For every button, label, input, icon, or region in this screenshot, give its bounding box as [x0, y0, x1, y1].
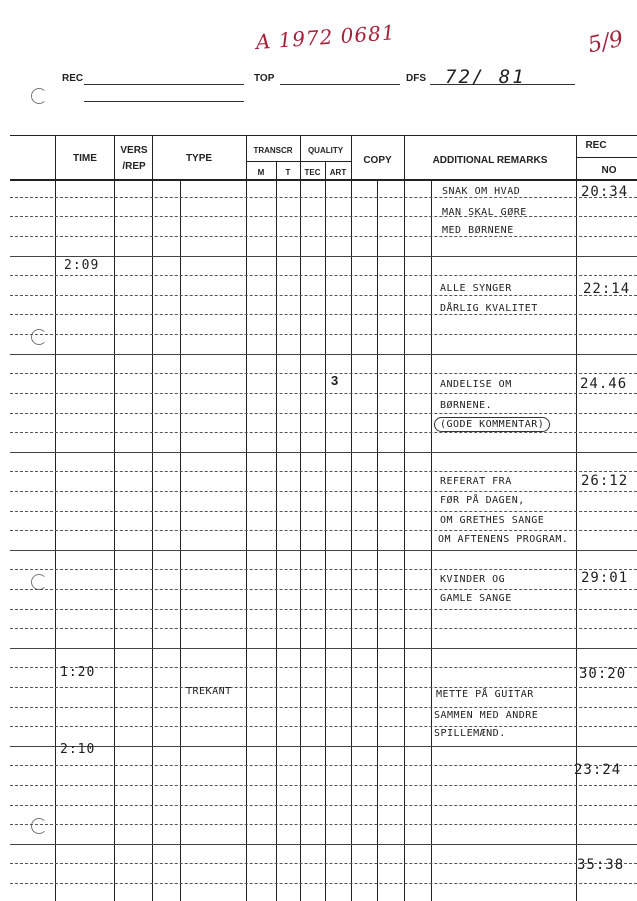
remark-line: OM GRETHES SANGE: [440, 515, 545, 526]
time-entry: 2:10: [60, 742, 96, 757]
col-border-tec: [325, 161, 326, 901]
remark-line: REFERAT FRA: [440, 476, 512, 487]
row-line: [10, 726, 637, 727]
rec-number: 23:24: [574, 762, 622, 778]
remark-line: MED BØRNENE: [442, 225, 514, 236]
remark-line: METTE PÅ GUITAR: [436, 689, 534, 700]
remark-line: GAMLE SANGE: [440, 593, 512, 604]
dfs-label: DFS: [406, 73, 426, 84]
remark-line: MAN SKAL GØRE: [442, 207, 527, 218]
subheader-line: [246, 161, 351, 162]
art-quality-entry: 3: [331, 373, 339, 388]
row-line: [10, 883, 637, 884]
rec-number: 24.46: [580, 376, 628, 392]
remark-line: ALLE SYNGER: [440, 283, 512, 294]
remark-line: SNAK OM HVAD: [442, 186, 521, 197]
header-rec: REC: [585, 140, 607, 151]
row-line: [10, 471, 637, 472]
row-line: [10, 197, 637, 198]
rec-number: 30:20: [579, 666, 627, 682]
row-line: [10, 334, 637, 335]
row-line: [10, 452, 637, 453]
header-time: TIME: [73, 153, 97, 164]
row-line: [10, 765, 637, 766]
rec-number: 20:34: [581, 184, 629, 200]
col-border-copy: [404, 135, 405, 901]
row-line: [10, 373, 637, 374]
row-line: [10, 314, 637, 315]
row-line: [10, 511, 637, 512]
remark-line: BØRNENE.: [440, 400, 493, 411]
header-t: T: [285, 168, 291, 177]
row-line: [10, 609, 637, 610]
row-line: [10, 667, 637, 668]
col-border-copy-inner: [377, 179, 378, 901]
row-line: [10, 550, 637, 551]
header-type: TYPE: [185, 153, 213, 164]
row-line: [10, 687, 637, 688]
top-field-line: [280, 84, 400, 85]
rec-number: 22:14: [583, 281, 631, 297]
col-border-time: [114, 135, 115, 901]
rec-no-divider: [576, 157, 637, 158]
archive-number: A 1972 0681: [255, 20, 397, 54]
row-line: [10, 491, 637, 492]
remark-line: DÅRLIG KVALITET: [440, 303, 538, 314]
binder-hole-upper: [31, 329, 47, 345]
col-border-transcr: [300, 135, 301, 901]
row-line: [10, 413, 637, 414]
rec-number: 35:38: [577, 857, 625, 873]
col-border-quality: [351, 135, 352, 901]
header-rep: /REP: [122, 161, 146, 172]
row-line: [10, 785, 637, 786]
row-line: [10, 746, 637, 747]
time-entry: 1:20: [60, 665, 96, 680]
remark-line: SPILLEMÆND.: [434, 728, 506, 739]
row-line: [10, 648, 637, 649]
table-top-border: [10, 135, 637, 136]
col-border-vers: [152, 135, 153, 901]
header-art: ART: [329, 168, 347, 177]
row-line: [10, 824, 637, 825]
row-line: [10, 805, 637, 806]
remark-line: FØR PÅ DAGEN,: [440, 495, 525, 506]
row-line: [10, 256, 637, 257]
row-line: [10, 236, 637, 237]
row-line: [10, 275, 637, 276]
row-line: [10, 569, 637, 570]
remark-line: SAMMEN MED ANDRE: [434, 710, 539, 721]
time-entry: 2:09: [64, 258, 100, 273]
rec-number: 29:01: [581, 570, 629, 586]
type-entry: TREKANT: [186, 686, 232, 697]
remark-line-boxed: (GODE KOMMENTAR): [434, 417, 550, 432]
rec-field-line: [84, 84, 244, 85]
col-border-type-inner: [180, 179, 181, 901]
row-line: [10, 393, 637, 394]
remark-line: OM AFTENENS PROGRAM.: [438, 534, 569, 545]
top-label: TOP: [254, 73, 275, 84]
header-no: NO: [601, 165, 617, 176]
header-vers: VERS: [120, 145, 148, 156]
row-line: [10, 863, 637, 864]
header-quality: QUALITY: [307, 146, 344, 155]
remark-line: KVINDER OG: [440, 574, 506, 585]
row-line: [10, 707, 637, 708]
binder-hole-top: [31, 88, 47, 104]
col-border-remarks: [576, 135, 577, 901]
row-line: [10, 216, 637, 217]
header-transcr: TRANSCR: [253, 146, 293, 155]
row-line: [10, 589, 637, 590]
col-border-m: [276, 161, 277, 901]
header-m: M: [257, 168, 265, 177]
row-line: [10, 530, 637, 531]
col-border-remarks-inner: [431, 179, 432, 901]
dfs-value: 72/ 81: [445, 66, 526, 88]
binder-hole-lower: [31, 574, 47, 590]
binder-hole-bottom: [31, 818, 47, 834]
row-line: [10, 844, 637, 845]
header-bottom-border: [10, 179, 637, 181]
row-line: [10, 432, 637, 433]
col-border-type: [246, 135, 247, 901]
header-copy: COPY: [363, 155, 392, 166]
row-line: [10, 295, 637, 296]
rec-field-line-2: [84, 101, 244, 102]
rec-number: 26:12: [581, 473, 629, 489]
row-line: [10, 354, 637, 355]
page-number: 5/9: [585, 26, 626, 59]
col-border-left: [55, 135, 56, 901]
rec-label: REC: [62, 73, 84, 84]
header-remarks: ADDITIONAL REMARKS: [432, 155, 548, 166]
header-tec: TEC: [304, 168, 321, 177]
row-line: [10, 628, 637, 629]
remark-line: ANDELISE OM: [440, 379, 512, 390]
